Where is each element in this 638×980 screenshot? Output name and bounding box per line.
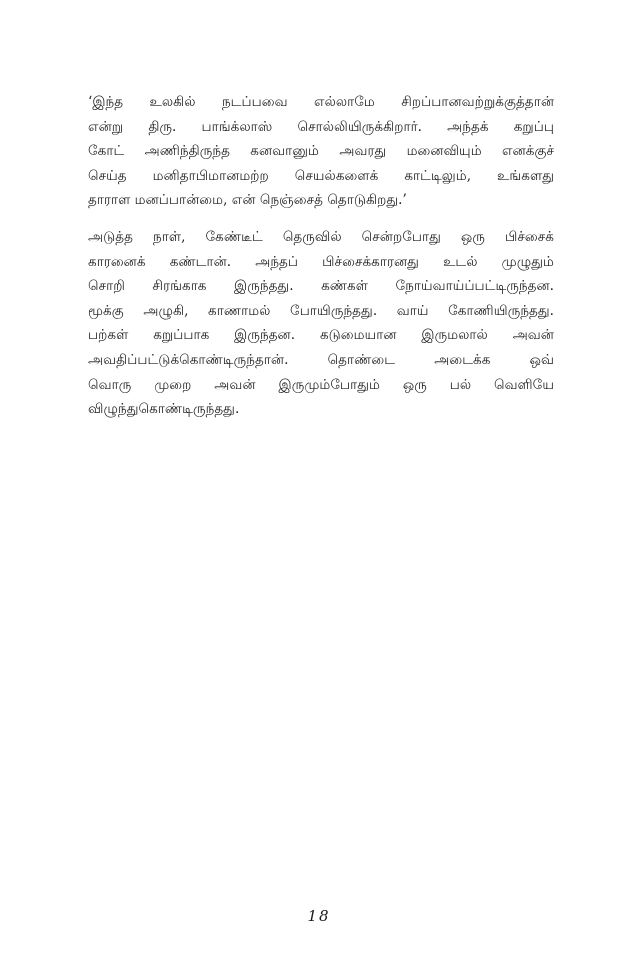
text-line: தாராள மனப்பான்மை, என் நெஞ்சைத் தொடுகிறது.’ — [88, 192, 407, 209]
page-number: 18 — [307, 907, 331, 925]
paragraph-letter-quote — [88, 90, 554, 213]
paragraph-beggar — [88, 225, 554, 422]
text-line: விழுந்துகொண்டிருந்தது. — [88, 401, 240, 418]
text-line: அடுத்த நாள், கேண்டீட் தெருவில் சென்றபோது ஒரு பிச்சைக் — [88, 228, 554, 245]
text-line: பற்கள் கறுப்பாக இருந்தன. கடுமையான இருமலால் அவன் — [88, 327, 554, 344]
page-body — [88, 90, 554, 422]
text-line: கோட் அணிந்திருந்த கனவானும் அவரது மனைவியும் எனக்குச் — [88, 143, 554, 160]
text-line: செய்த மனிதாபிமானமற்ற செயல்களைக் காட்டிலும், உங்களது — [88, 167, 554, 184]
text-line: அவதிப்பட்டுக்கொண்டிருந்தான். தொண்டை அடைக்க ஒவ் — [88, 351, 554, 368]
text-line: காரனைக் கண்டான். அந்தப் பிச்சைக்காரனது உடல் முழுதும் — [88, 253, 554, 270]
text-line: வொரு முறை அவன் இருமும்போதும் ஒரு பல் வெளியே — [88, 376, 554, 393]
text-line: சொறி சிரங்காக இருந்தது. கண்கள் நோய்வாய்ப்பட்டிருந்தன. — [88, 278, 554, 295]
text-line: என்று திரு. பாங்க்லாஸ் சொல்லியிருக்கிறார். அந்தக் கறுப்பு — [88, 118, 554, 135]
text-line: ‘இந்த உலகில் நடப்பவை எல்லாமே சிறப்பானவற்றுக்குத்தான் — [88, 94, 554, 110]
text-line: மூக்கு அழுகி, காணாமல் போயிருந்தது. வாய் கோணியிருந்தது. — [88, 302, 554, 319]
